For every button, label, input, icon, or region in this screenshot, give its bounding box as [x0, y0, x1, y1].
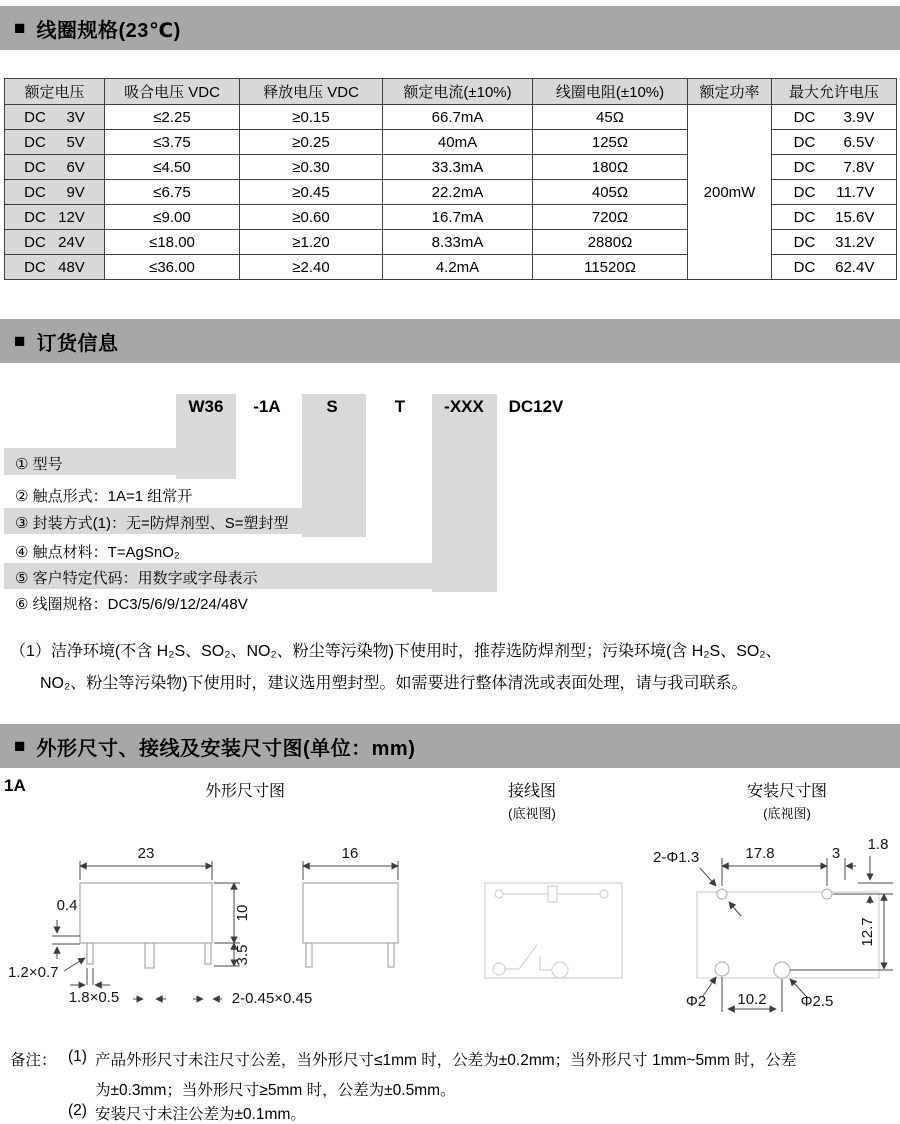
mounting-view-dimensions: [653, 836, 893, 1012]
remarks-label: 备注：: [10, 1052, 57, 1069]
rated-current-cell: 40mA: [383, 130, 533, 155]
max-voltage-cell: DC 15.6V: [772, 205, 897, 230]
rated-voltage-cell: DC 12V: [5, 205, 105, 230]
switch-contact-symbol: [505, 945, 552, 970]
coil-terminal: [600, 890, 608, 898]
col-header-rated-power: 额定功率: [688, 79, 772, 105]
release-voltage-cell: ≥0.30: [240, 155, 383, 180]
ordering-footnote-line2: NO₂、粉尘等污染物)下使用时，建议选用塑封型。如需要进行整体清洗或表面处理，请与我司联系。: [40, 675, 748, 692]
section-title: 外形尺寸、接线及安装尺寸图(单位：mm): [36, 737, 416, 760]
table-header-row: [5, 79, 897, 105]
contact-terminal: [493, 963, 505, 975]
rated-current-cell: 4.2mA: [383, 255, 533, 280]
remark-text-1b: 为±0.3mm；当外形尺寸≥5mm 时，公差为±0.5mm。: [95, 1082, 456, 1099]
col-header-rated-current: 额定电流(±10%): [383, 79, 533, 105]
part-code-sealing: S: [326, 397, 338, 416]
section-title: 订货信息: [36, 332, 119, 355]
remark-number-2: (2): [68, 1102, 87, 1119]
rated-current-cell: 8.33mA: [383, 230, 533, 255]
section-header-dimensions: [0, 724, 900, 768]
coil-resistance-cell: 720Ω: [533, 205, 688, 230]
rated-voltage-cell: DC 24V: [5, 230, 105, 255]
max-voltage-cell: DC 7.8V: [772, 155, 897, 180]
dim-label-hole-pair: 2-Φ1.3: [653, 849, 700, 866]
pickup-voltage-cell: ≤9.00: [105, 205, 240, 230]
rated-current-cell: 22.2mA: [383, 180, 533, 205]
coil-resistance-cell: 11520Ω: [533, 255, 688, 280]
coil-terminal: [495, 890, 503, 898]
release-voltage-cell: ≥0.25: [240, 130, 383, 155]
rated-current-cell: 66.7mA: [383, 105, 533, 130]
coil-resistance-cell: 45Ω: [533, 105, 688, 130]
rated-voltage-cell: DC 48V: [5, 255, 105, 280]
part-code-coil: DC12V: [508, 397, 564, 416]
rated-power-cell: 200mW: [688, 105, 772, 280]
col-header-pickup-voltage: 吸合电压 VDC: [105, 79, 240, 105]
remark-text-1a: 产品外形尺寸未注尺寸公差，当外形尺寸≤1mm 时，公差为±0.2mm；当外形尺寸 1mm~5mm 时，公差: [95, 1052, 797, 1069]
col-header-rated-voltage: 额定电压: [5, 79, 105, 105]
ordering-item-sealing: ③ 封装方式(1)：无=防焊剂型、S=塑封型: [15, 515, 289, 532]
dim-label-span-top: 17.8: [745, 845, 775, 862]
dim-label-body-height: 10: [234, 904, 251, 922]
section-header-ordering-info: [0, 319, 900, 363]
part-code-contact-form: -1A: [253, 397, 281, 416]
max-voltage-cell: DC 31.2V: [772, 230, 897, 255]
release-voltage-cell: ≥0.45: [240, 180, 383, 205]
dim-label-span-bottom: 10.2: [737, 991, 767, 1008]
dim-label-pin-left: 1.8×0.5: [68, 989, 120, 1006]
col-header-max-voltage: 最大允许电压: [772, 79, 897, 105]
mounting-drawing-label: 安装尺寸图: [746, 783, 827, 800]
side-view-dimensions: [303, 845, 398, 880]
pickup-voltage-cell: ≤2.25: [105, 105, 240, 130]
dim-label-pin-lug: 1.2×0.7: [8, 964, 59, 981]
ordering-item-coil-spec: ⑥ 线圈规格：DC3/5/6/9/12/24/48V: [15, 596, 248, 613]
wiring-diagram: [485, 883, 622, 978]
dim-label-span-right: 12.7: [859, 917, 876, 947]
mounting-view-outline: [697, 889, 879, 978]
ordering-item-custom-code: ⑤ 客户特定代码：用数字或字母表示: [15, 570, 258, 587]
pickup-voltage-cell: ≤18.00: [105, 230, 240, 255]
remark-text-2: 安装尺寸未注公差为±0.1mm。: [95, 1106, 306, 1123]
dimension-drawings: [0, 830, 900, 1062]
rated-voltage-cell: DC 9V: [5, 180, 105, 205]
coil-symbol: [548, 886, 557, 902]
ordering-item-model: ① 型号: [15, 456, 63, 473]
rated-current-cell: 33.3mA: [383, 155, 533, 180]
part-code-model: W36: [188, 397, 224, 416]
mounting-bottom-view-label: (底视图): [763, 806, 811, 821]
section-bullet-icon: ■: [14, 735, 26, 757]
pickup-voltage-cell: ≤4.50: [105, 155, 240, 180]
part-code-custom: -XXX: [444, 397, 484, 416]
col-header-release-voltage: 释放电压 VDC: [240, 79, 383, 105]
max-voltage-cell: DC 6.5V: [772, 130, 897, 155]
dim-label-front-width: 23: [137, 845, 155, 862]
wiring-drawing-label: 接线图: [507, 783, 556, 800]
pickup-voltage-cell: ≤6.75: [105, 180, 240, 205]
dim-label-offset-top: 3: [831, 845, 841, 862]
dim-label-flange: 0.4: [56, 897, 78, 914]
dim-label-side-width: 16: [341, 845, 359, 862]
max-voltage-cell: DC 62.4V: [772, 255, 897, 280]
part-code-contact-material: T: [394, 397, 406, 416]
section-title: 线圈规格(23℃): [36, 19, 181, 42]
variant-label: 1A: [4, 776, 26, 795]
dim-label-hole-d2: Φ2: [685, 993, 707, 1010]
dim-label-pin-length: 3.5: [234, 944, 251, 966]
coil-resistance-cell: 125Ω: [533, 130, 688, 155]
common-terminal: [552, 962, 568, 978]
wiring-bottom-view-label: (底视图): [508, 806, 556, 821]
max-voltage-cell: DC 11.7V: [772, 180, 897, 205]
col-header-coil-resistance: 线圈电阻(±10%): [533, 79, 688, 105]
dim-label-pin-pair: 2-0.45×0.45: [231, 990, 313, 1007]
front-view-outline: [80, 883, 212, 968]
side-view-outline: [303, 883, 398, 967]
coil-resistance-cell: 405Ω: [533, 180, 688, 205]
outline-drawing-label: 外形尺寸图: [204, 783, 285, 800]
ordering-item-contact-form: ② 触点形式：1A=1 组常开: [15, 488, 193, 505]
rated-voltage-cell: DC 6V: [5, 155, 105, 180]
ordering-footnote-line1: （1）洁净环境(不含 H₂S、SO₂、NO₂、粉尘等污染物)下使用时，推荐选防焊剂型；污染环境(含 H₂S、SO₂、: [10, 643, 782, 660]
release-voltage-cell: ≥0.15: [240, 105, 383, 130]
coil-resistance-cell: 180Ω: [533, 155, 688, 180]
max-voltage-cell: DC 3.9V: [772, 105, 897, 130]
dim-label-edge-top: 1.8: [867, 836, 889, 853]
section-bullet-icon: ■: [14, 330, 26, 352]
section-bullet-icon: ■: [14, 17, 26, 39]
rated-voltage-cell: DC 3V: [5, 105, 105, 130]
release-voltage-cell: ≥1.20: [240, 230, 383, 255]
release-voltage-cell: ≥0.60: [240, 205, 383, 230]
table-row: [5, 105, 897, 130]
part-number-breakdown-diagram: [0, 390, 900, 635]
dim-label-hole-d25: Φ2.5: [800, 993, 834, 1010]
pickup-voltage-cell: ≤3.75: [105, 130, 240, 155]
coil-spec-table: [4, 78, 897, 280]
section-header-coil-spec: [0, 6, 900, 50]
rated-current-cell: 16.7mA: [383, 205, 533, 230]
rated-voltage-cell: DC 5V: [5, 130, 105, 155]
remark-number-1: (1): [68, 1048, 87, 1065]
pickup-voltage-cell: ≤36.00: [105, 255, 240, 280]
coil-resistance-cell: 2880Ω: [533, 230, 688, 255]
ordering-item-contact-material: ④ 触点材料：T=AgSnO₂: [15, 544, 180, 561]
release-voltage-cell: ≥2.40: [240, 255, 383, 280]
